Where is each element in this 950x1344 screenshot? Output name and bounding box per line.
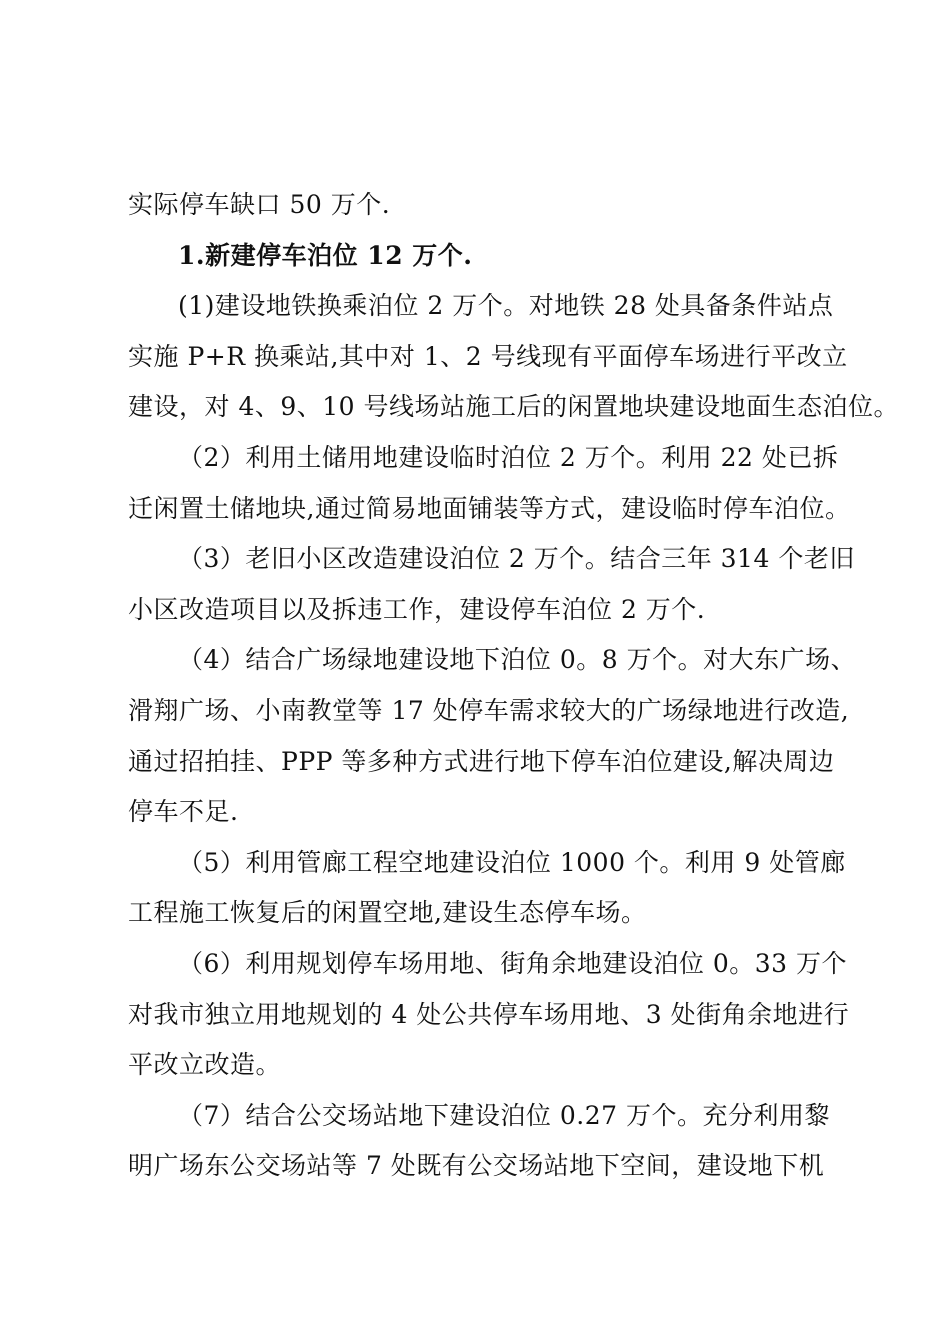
paragraph-line: （4）结合广场绿地建设地下泊位 0。8 万个。对大东广场、	[178, 645, 857, 675]
paragraph-line: （3）老旧小区改造建设泊位 2 万个。结合三年 314 个老旧	[178, 544, 855, 574]
paragraph-line: 明广场东公交场站等 7 处既有公交场站地下空间，建设地下机	[128, 1151, 825, 1181]
paragraph-line: 对我市独立用地规划的 4 处公共停车场用地、3 处街角余地进行	[128, 999, 850, 1029]
paragraph-line: （6）利用规划停车场用地、街角余地建设泊位 0。33 万个	[178, 948, 848, 978]
paragraph-line: （5）利用管廊工程空地建设泊位 1000 个。利用 9 处管廊	[178, 847, 846, 877]
paragraph-line: 停车不足.	[128, 797, 239, 827]
paragraph-line: 平改立改造。	[128, 1050, 282, 1080]
paragraph-line: 通过招拍挂、PPP 等多种方式进行地下停车泊位建设,解决周边	[128, 746, 835, 776]
paragraph-line: 建设，对 4、9、10 号线场站施工后的闲置地块建设地面生态泊位。	[128, 392, 900, 422]
paragraph-line: 滑翔广场、小南教堂等 17 处停车需求较大的广场绿地进行改造,	[128, 695, 850, 725]
paragraph-line: 实际停车缺口 50 万个.	[128, 190, 391, 219]
paragraph-line: (1)建设地铁换乘泊位 2 万个。对地铁 28 处具备条件站点	[178, 291, 834, 321]
paragraph-line: 实施 P+R 换乘站,其中对 1、2 号线现有平面停车场进行平改立	[128, 341, 848, 371]
paragraph-line: 迁闲置土储地块,通过简易地面铺装等方式，建设临时停车泊位。	[128, 493, 851, 523]
paragraph-line: 工程施工恢复后的闲置空地,建设生态停车场。	[128, 898, 647, 928]
paragraph-line: （2）利用土储用地建设临时泊位 2 万个。利用 22 处已拆	[178, 442, 839, 472]
paragraph-line: 小区改造项目以及拆违工作，建设停车泊位 2 万个.	[128, 594, 706, 624]
section-heading: 1.新建停车泊位 12 万个.	[178, 240, 473, 270]
document-body	[128, 180, 900, 1192]
paragraph-line: （7）结合公交场站地下建设泊位 0.27 万个。充分利用黎	[178, 1100, 830, 1130]
